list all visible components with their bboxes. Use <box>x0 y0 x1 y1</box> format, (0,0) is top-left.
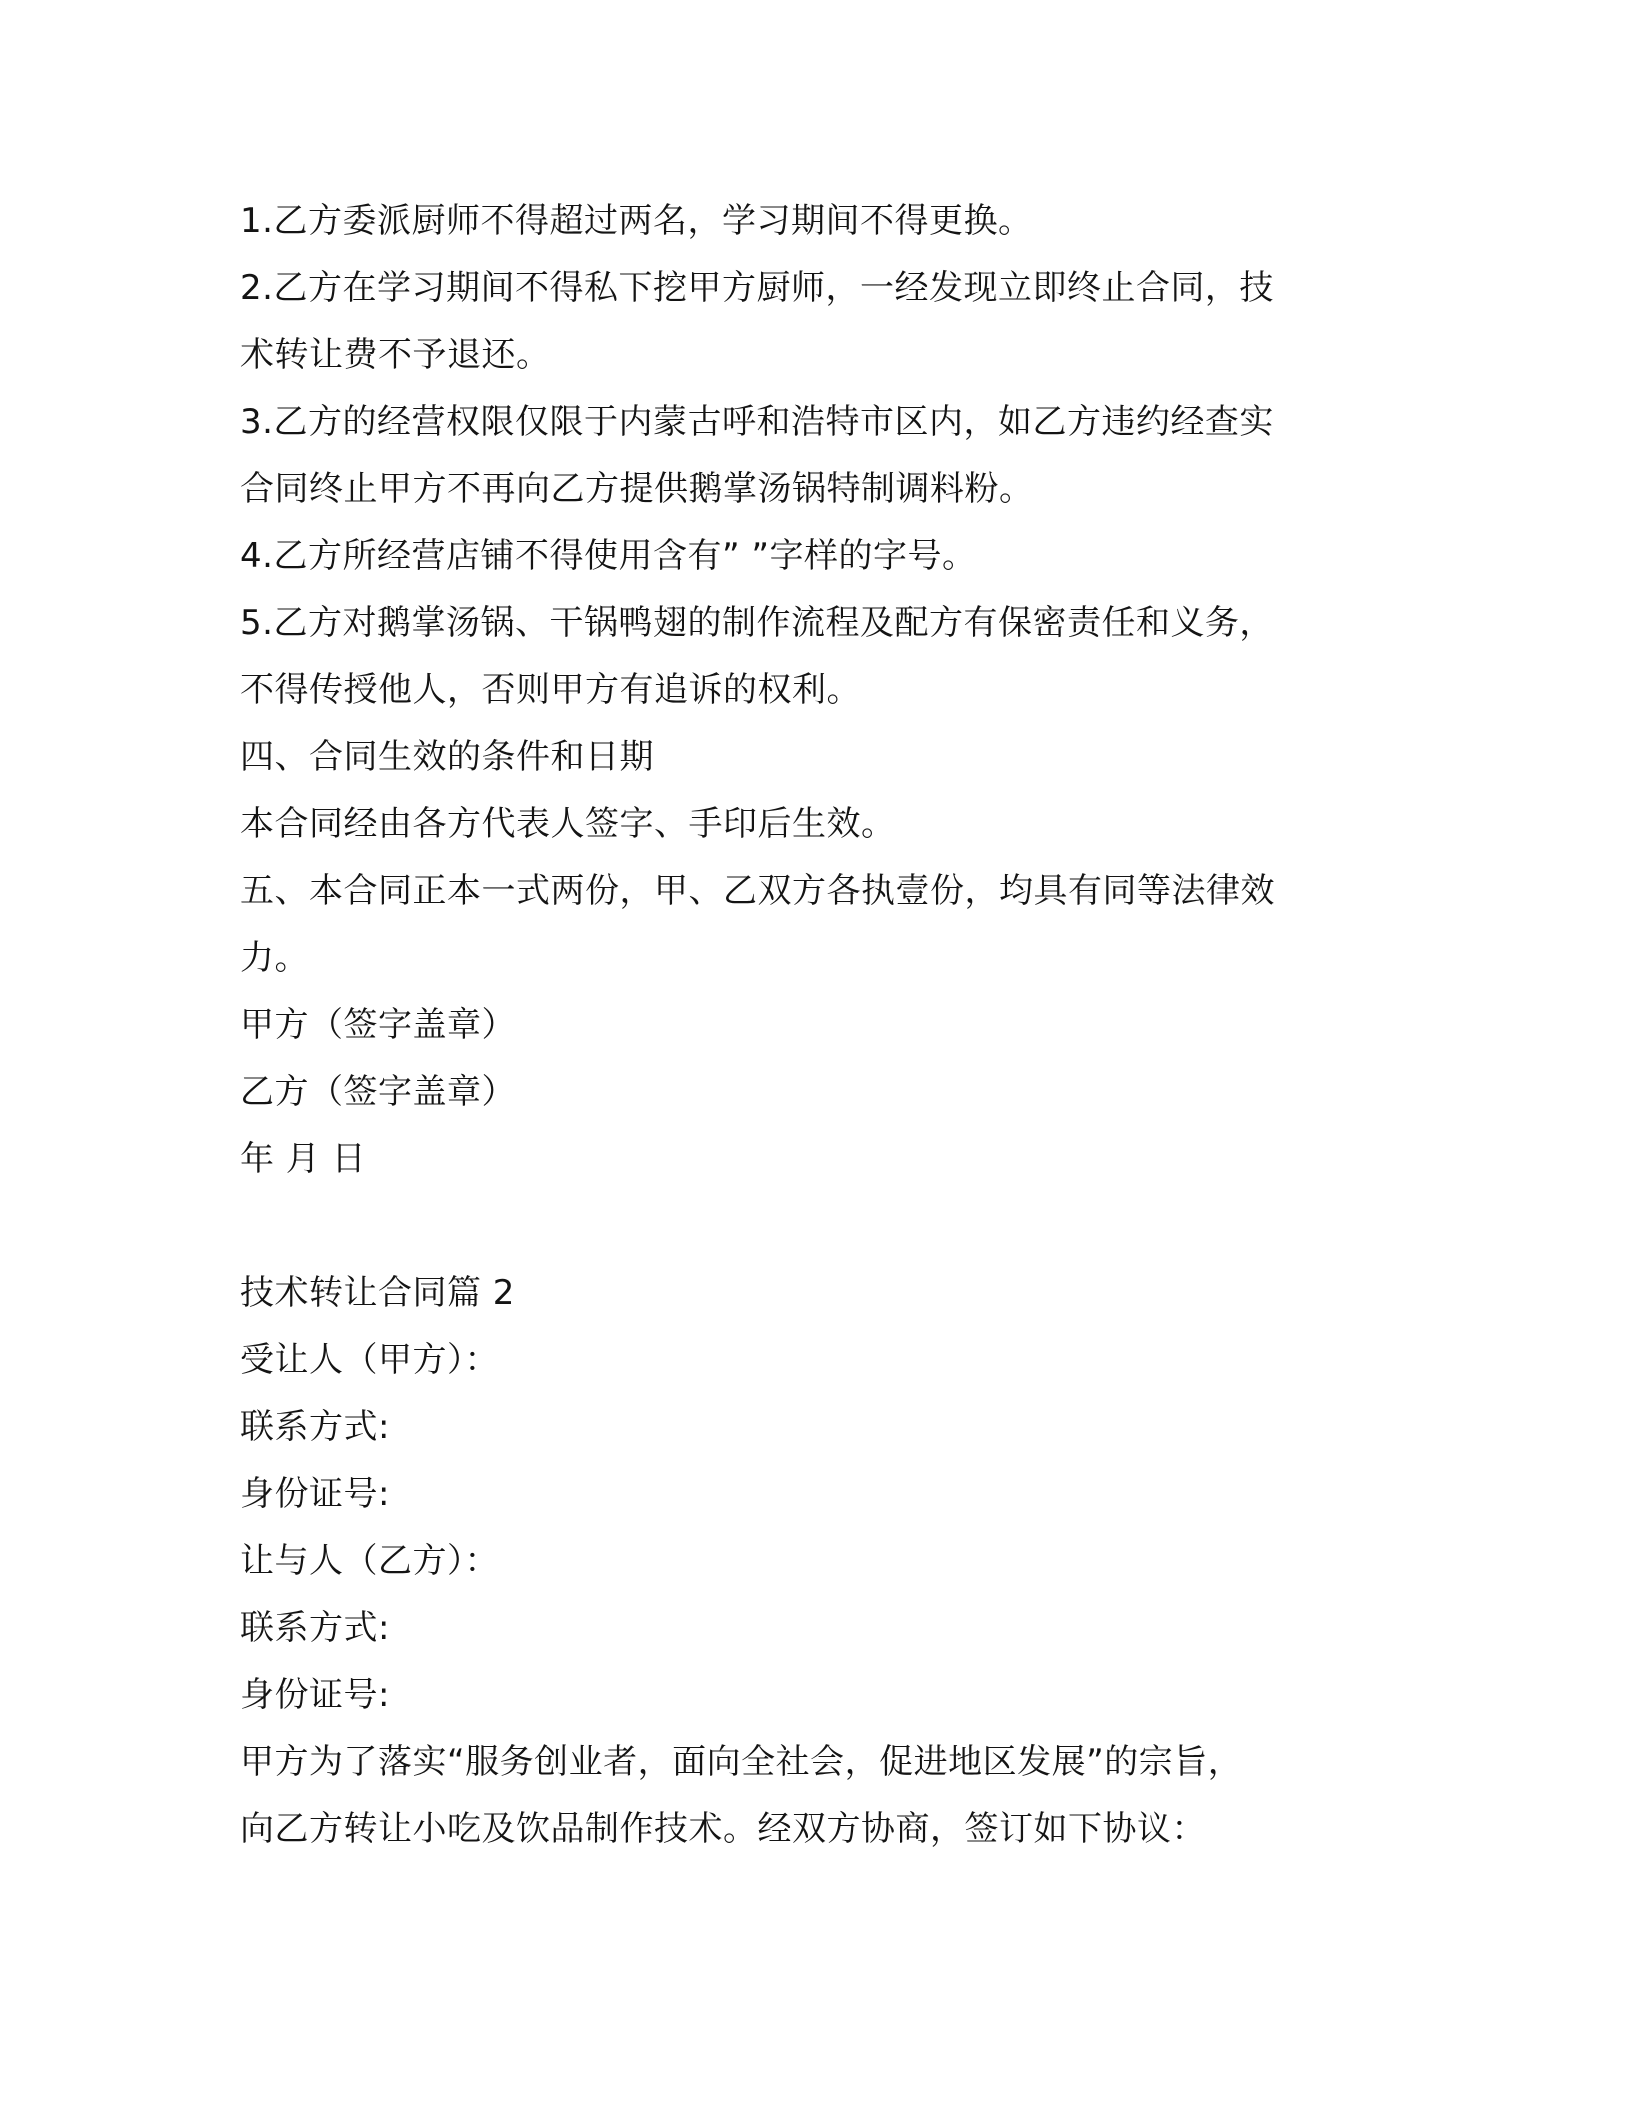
party-b-signature: 乙方（签字盖章） <box>240 1072 516 1112</box>
copies-clause-line-1: 五、本合同正本一式两份，甲、乙双方各执壹份，均具有同等法律效 <box>240 871 1275 911</box>
clause-5-line-1: 5.乙方对鹅掌汤锅、干锅鸭翅的制作流程及配方有保密责任和义务， <box>240 603 1274 643</box>
clause-3-line-1: 3.乙方的经营权限仅限于内蒙古呼和浩特市区内，如乙方违约经查实 <box>240 402 1274 442</box>
section-spacer <box>240 1193 1390 1260</box>
copies-clause-line-2: 力。 <box>240 938 309 978</box>
document-body <box>240 188 1390 1863</box>
effective-condition-text: 本合同经由各方代表人签字、手印后生效。 <box>240 804 896 844</box>
purpose-line-1: 甲方为了落实“服务创业者，面向全社会，促进地区发展”的宗旨， <box>240 1742 1243 1782</box>
clause-5-line-2: 不得传授他人，否则甲方有追诉的权利。 <box>240 670 861 710</box>
signature-date: 年 月 日 <box>240 1139 367 1179</box>
transferor-id-label: 身份证号: <box>240 1675 390 1715</box>
transferor-contact-label: 联系方式: <box>240 1608 390 1648</box>
clause-4: 4.乙方所经营店铺不得使用含有” ”字样的字号。 <box>240 536 977 576</box>
transferee-id-label: 身份证号: <box>240 1474 390 1514</box>
party-a-signature: 甲方（签字盖章） <box>240 1005 516 1045</box>
contract-title: 技术转让合同篇 2 <box>240 1273 515 1313</box>
section-heading-effective-date: 四、合同生效的条件和日期 <box>240 737 654 777</box>
clause-2-line-1: 2.乙方在学习期间不得私下挖甲方厨师，一经发现立即终止合同，技 <box>240 268 1274 308</box>
transferee-label: 受让人（甲方）： <box>240 1340 499 1380</box>
transferor-label: 让与人（乙方）： <box>240 1541 499 1581</box>
transferee-contact-label: 联系方式: <box>240 1407 390 1447</box>
purpose-line-2: 向乙方转让小吃及饮品制作技术。经双方协商，签订如下协议： <box>240 1809 1206 1849</box>
clause-2-line-2: 术转让费不予退还。 <box>240 335 551 375</box>
clause-3-line-2: 合同终止甲方不再向乙方提供鹅掌汤锅特制调料粉。 <box>240 469 1034 509</box>
clause-1: 1.乙方委派厨师不得超过两名，学习期间不得更换。 <box>240 201 1033 241</box>
